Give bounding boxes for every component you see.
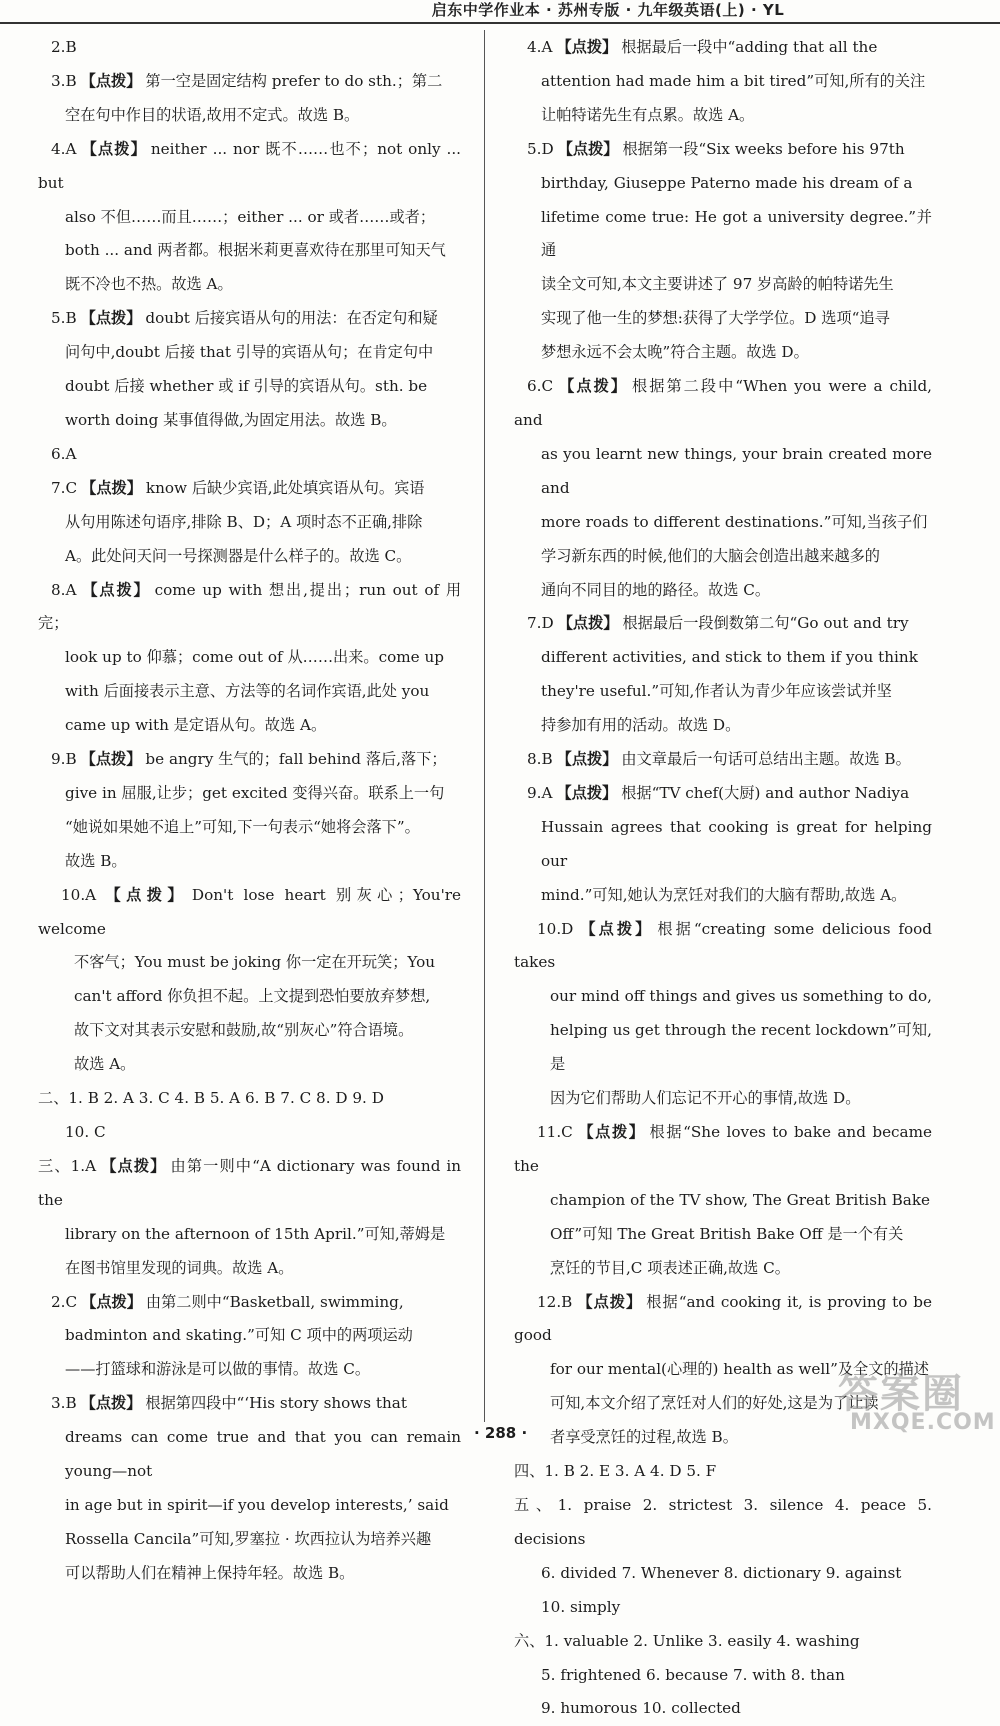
item-number: 1. <box>70 1156 86 1175</box>
hint-tag: 【点拨】 <box>556 750 618 769</box>
answer-item <box>514 913 932 1116</box>
item-answer: A <box>65 139 77 158</box>
item-answer: A <box>541 783 553 802</box>
item-answer: D <box>541 139 554 158</box>
item-number: 6. <box>51 444 66 463</box>
explanation-line: 问句中,doubt 后接 that 引导的宾语从句；在肯定句中 <box>65 343 434 362</box>
answer-number <box>514 1293 572 1311</box>
answer-item <box>38 1387 461 1590</box>
hint-tag: 【点拨】 <box>80 139 147 158</box>
answer-number <box>71 1157 96 1175</box>
section-answers: 5. frightened 6. because 7. with 8. than <box>541 1665 845 1684</box>
explanation-line: also 不但……而且……；either ... or 或者……或者； <box>65 207 436 226</box>
explanation-line: doubt 后接宾语从句的用法：在否定句和疑 <box>145 309 438 328</box>
item-answer: B <box>541 750 553 769</box>
answer-item <box>38 472 461 574</box>
hint-tag: 【点拨】 <box>80 580 151 599</box>
explanation-line: Off”可知 The Great British Bake Off 是一个有关 <box>550 1224 904 1243</box>
answer-item <box>514 743 932 777</box>
watermark-text: 答案圈 <box>838 1371 964 1417</box>
section-label: 六、 <box>514 1631 545 1650</box>
hint-tag: 【点拨】 <box>100 885 188 904</box>
explanation-line: 让帕特诺先生有点累。故选 A。 <box>541 105 755 124</box>
answer-number <box>514 614 554 632</box>
section-label: 四、 <box>514 1462 545 1481</box>
watermark-logo <box>838 1362 998 1448</box>
hint-tag: 【点拨】 <box>576 1292 643 1311</box>
explanation-line: 学习新东西的时候,他们的大脑会创造出越来越多的 <box>541 546 880 565</box>
answer-item <box>38 31 461 65</box>
explanation-line: 根据第一段“Six weeks before his 97th <box>622 139 905 158</box>
explanation-line: neither ... nor 既不……也不；not only ... but <box>38 139 461 192</box>
explanation-line: lifetime come true: He got a university degree.”并通 <box>541 207 932 260</box>
column-divider <box>484 30 485 1422</box>
explanation-line: 根据“creating some delicious food takes <box>514 919 933 972</box>
explanation-line: in age but in spirit—if you develop interests,’ said <box>65 1495 449 1514</box>
explanation-line: 不客气；You must be joking 你一定在开玩笑；You <box>74 953 436 972</box>
item-number: 12. <box>537 1292 562 1311</box>
explanation-line: birthday, Giuseppe Paterno made his dream of a <box>541 173 913 192</box>
hint-tag: 【点拨】 <box>556 783 618 802</box>
item-number: 3. <box>51 1394 66 1413</box>
answer-number <box>514 920 573 938</box>
section-answers: 10. simply <box>541 1597 621 1616</box>
explanation-line: 持参加有用的活动。故选 D。 <box>541 716 741 735</box>
section-answers: 1. praise 2. strictest 3. silence 4. peace 5. decisions <box>514 1495 932 1548</box>
section-label: 二、 <box>38 1089 69 1108</box>
item-answer: B <box>65 38 77 56</box>
explanation-line: helping us get through the recent lockdown”可知,是 <box>550 1021 932 1074</box>
hint-tag: 【点拨】 <box>80 309 142 328</box>
answer-number <box>38 1293 77 1311</box>
explanation-line: look up to 仰慕；come out of 从……出来。come up <box>65 648 444 667</box>
item-number: 8. <box>527 750 542 769</box>
explanation-line: 由第一则中“A dictionary was found in the <box>38 1156 462 1209</box>
answer-number <box>38 581 76 599</box>
answer-item <box>38 879 461 1082</box>
answer-item <box>38 438 461 472</box>
hint-tag: 【点拨】 <box>100 1156 167 1175</box>
item-answer: D <box>541 614 554 633</box>
hint-tag: 【点拨】 <box>80 1394 142 1413</box>
hint-tag: 【点拨】 <box>576 1123 646 1141</box>
explanation-line: worth doing 某事值得做,为固定用法。故选 B。 <box>65 410 397 429</box>
item-number: 9. <box>51 750 66 769</box>
answer-number <box>38 38 77 56</box>
section-section4 <box>514 1455 932 1489</box>
item-number: 2. <box>51 38 66 56</box>
explanation-line: came up with 是定语从句。故选 A。 <box>65 716 327 735</box>
section-answers: 1. valuable 2. Unlike 3. easily 4. washing <box>544 1631 860 1650</box>
item-answer: C <box>561 1123 573 1141</box>
answer-item <box>38 574 461 744</box>
answer-number <box>38 750 77 768</box>
answer-number <box>514 38 552 56</box>
answer-number <box>38 309 77 327</box>
explanation-line: badminton and skating.”可知 C 项中的两项运动 <box>65 1326 413 1345</box>
watermark-url: MXQE.COM <box>850 1410 996 1435</box>
explanation-line: be angry 生气的；fall behind 落后,落下； <box>145 750 447 769</box>
explanation-line: our mind off things and gives us something to do, <box>550 987 932 1006</box>
hint-tag: 【点拨】 <box>556 38 618 56</box>
explanation-line: can't afford 你负担不起。上文提到恐怕要放弃梦想, <box>74 987 431 1006</box>
explanation-line: 可以帮助人们在精神上保持年轻。故选 B。 <box>65 1563 355 1582</box>
section-answers: 6. divided 7. Whenever 8. dictionary 9. against <box>541 1563 902 1582</box>
explanation-line: 既不冷也不热。故选 A。 <box>65 275 233 294</box>
section-answers: 1. B 2. A 3. C 4. B 5. A 6. B 7. C 8. D 9. D <box>68 1089 384 1108</box>
hint-tag: 【点拨】 <box>80 71 142 90</box>
explanation-line: 由第二则中“Basketball, swimming, <box>145 1292 404 1311</box>
explanation-line: “她说如果她不追上”可知,下一句表示“她将会落下”。 <box>65 817 420 836</box>
explanation-line: they're useful.”可知,作者认为青少年应该尝试并坚 <box>541 682 892 701</box>
explanation-line: 梦想永远不会太晚”符合主题。故选 D。 <box>541 343 809 362</box>
explanation-line: 烹饪的节目,C 项表述正确,故选 C。 <box>550 1258 790 1277</box>
explanation-line: 因为它们帮助人们忘记不开心的事情,故选 D。 <box>550 1089 861 1108</box>
explanation-line: champion of the TV show, The Great British Bake <box>550 1190 931 1209</box>
explanation-line: Rossella Cancila”可知,罗塞拉 · 坎西拉认为培养兴趣 <box>65 1529 432 1548</box>
item-answer: B <box>65 309 77 328</box>
answer-number <box>514 750 553 768</box>
answer-number <box>38 140 76 158</box>
explanation-line: for our mental(心理的) health as well”及全文的描述 <box>550 1360 929 1379</box>
item-answer: D <box>561 919 574 938</box>
answer-item <box>514 607 932 743</box>
answer-number <box>38 72 77 90</box>
explanation-line: dreams can come true and that you can remain young—not <box>65 1428 461 1481</box>
hint-tag: 【点拨】 <box>557 139 619 158</box>
item-answer: C <box>541 377 554 396</box>
answer-number <box>514 784 552 802</box>
section-section6 <box>514 1625 932 1726</box>
explanation-line: as you learnt new things, your brain created more and <box>541 444 932 497</box>
explanation-line: 可知,本文介绍了烹饪对人们的好处,这是为了让读 <box>550 1394 879 1413</box>
answer-item <box>514 1116 932 1286</box>
item-answer: B <box>65 1394 77 1413</box>
answer-number <box>38 886 96 904</box>
section-answers: 1. B 2. E 3. A 4. D 5. F <box>544 1462 717 1481</box>
item-number: 6. <box>527 377 542 396</box>
hint-tag: 【点拨】 <box>577 919 654 938</box>
answer-item <box>514 370 932 607</box>
item-number: 5. <box>51 309 66 328</box>
explanation-line: 根据“TV chef(大厨) and author Nadiya <box>621 783 910 802</box>
explanation-line: 实现了他一生的梦想:获得了大学学位。D 选项“追寻 <box>541 309 890 328</box>
explanation-line: 从句用陈述句语序,排除 B、D；A 项时态不正确,排除 <box>65 512 423 531</box>
item-number: 8. <box>51 580 66 599</box>
answer-item <box>38 302 461 438</box>
answer-item <box>38 1286 461 1388</box>
explanation-line: 空在句中作目的状语,故用不定式。故选 B。 <box>65 105 360 124</box>
explanation-line: 第一空是固定结构 prefer to do sth.；第二 <box>145 71 443 90</box>
item-answer: B <box>65 750 77 769</box>
item-number: 11. <box>537 1123 562 1141</box>
answer-number <box>514 377 553 395</box>
item-number: 7. <box>51 478 66 497</box>
hint-tag: 【点拨】 <box>557 377 629 396</box>
item-number: 9. <box>527 783 542 802</box>
explanation-line: 根据第二段中“When you were a child, and <box>514 377 932 429</box>
explanation-line: Don't lose heart 别灰心；You're welcome <box>38 885 462 938</box>
item-number: 7. <box>527 614 542 633</box>
hint-tag: 【点拨】 <box>81 478 142 497</box>
answer-item <box>514 31 932 133</box>
page-number: · 288 · <box>474 1424 528 1442</box>
answer-item <box>38 743 461 879</box>
answer-item <box>514 133 932 370</box>
answer-number <box>514 140 554 158</box>
section-label: 三、 <box>38 1156 71 1175</box>
item-answer: A <box>85 1156 97 1175</box>
answer-number <box>38 445 76 463</box>
answer-number <box>38 1394 77 1412</box>
running-header <box>0 0 1000 24</box>
explanation-line: 根据最后一段中“adding that all the <box>621 38 878 56</box>
item-answer: A <box>65 580 77 599</box>
explanation-line: different activities, and stick to them if you think <box>541 648 918 667</box>
explanation-line: come up with 想出,提出；run out of 用完； <box>38 580 462 633</box>
item-answer: B <box>65 71 77 90</box>
hint-tag: 【点拨】 <box>81 1292 142 1311</box>
explanation-line: 故选 B。 <box>65 851 127 870</box>
explanation-line: 在图书馆里发现的词典。故选 A。 <box>65 1258 294 1277</box>
explanation-line: attention had made him a bit tired”可知,所有的关注 <box>541 71 926 90</box>
header-title: 启东中学作业本 · 苏州专版 · 九年级英语(上) · YL <box>431 1 785 19</box>
explanation-line: library on the afternoon of 15th April.”可知,蒂姆是 <box>65 1224 446 1243</box>
answer-number <box>38 479 77 497</box>
explanation-line: 故选 A。 <box>74 1055 136 1074</box>
answer-number <box>514 1123 573 1141</box>
explanation-line: more roads to different destinations.”可知,当孩子们 <box>541 512 928 531</box>
explanation-line: Hussain agrees that cooking is great for helping our <box>541 817 932 870</box>
explanation-line: know 后缺少宾语,此处填宾语从句。宾语 <box>145 478 425 497</box>
item-answer: B <box>561 1292 573 1311</box>
item-number: 4. <box>51 139 66 158</box>
explanation-line: 根据最后一段倒数第二句“Go out and try <box>622 614 909 633</box>
item-answer: A <box>65 444 77 463</box>
explanation-line: 者享受烹饪的过程,故选 B。 <box>550 1428 738 1447</box>
answer-item <box>38 1150 461 1286</box>
item-number: 3. <box>51 71 66 90</box>
explanation-line: 通向不同目的地的路径。故选 C。 <box>541 580 771 599</box>
section-label: 五、 <box>514 1495 558 1514</box>
explanation-line: 读全文可知,本文主要讲述了 97 岁高龄的帕特诺先生 <box>541 275 894 294</box>
explanation-line: 故下文对其表示安慰和鼓励,故“别灰心”符合语境。 <box>74 1021 414 1040</box>
right-column <box>514 31 932 1726</box>
explanation-line: ——打篮球和游泳是可以做的事情。故选 C。 <box>65 1360 371 1379</box>
item-answer: C <box>65 1292 78 1311</box>
explanation-line: 由文章最后一句话可总结出主题。故选 B。 <box>621 750 911 769</box>
explanation-line: doubt 后接 whether 或 if 引导的宾语从句。sth. be <box>65 377 428 396</box>
explanation-line: both ... and 两者都。根据米莉更喜欢待在那里可知天气 <box>65 241 446 260</box>
item-number: 4. <box>527 38 542 56</box>
item-number: 2. <box>51 1292 66 1311</box>
answer-item <box>38 65 461 133</box>
item-answer: A <box>541 38 553 56</box>
section-answers: 10. C <box>65 1123 106 1141</box>
explanation-line: with 后面接表示主意、方法等的名词作宾语,此处 you <box>65 682 430 701</box>
section-section3 <box>38 1150 461 1591</box>
item-answer: A <box>85 885 97 904</box>
item-number: 5. <box>527 139 542 158</box>
explanation-line: 根据第四段中“‘His story shows that <box>145 1394 407 1413</box>
answer-item <box>38 133 461 303</box>
explanation-line: 根据“and cooking it, is proving to be good <box>514 1292 933 1345</box>
answer-item <box>514 777 932 913</box>
section-answers: 9. humorous 10. collected <box>541 1699 741 1718</box>
explanation-line: mind.”可知,她认为烹饪对我们的大脑有帮助,故选 A。 <box>541 885 907 904</box>
explanation-line: give in 屈服,让步；get excited 变得兴奋。联系上一句 <box>65 783 445 802</box>
explanation-line: A。此处问天问一号探测器是什么样子的。故选 C。 <box>65 546 412 565</box>
section-section5 <box>514 1489 932 1625</box>
item-number: 10. <box>61 885 86 904</box>
item-answer: C <box>65 478 78 497</box>
hint-tag: 【点拨】 <box>557 614 619 633</box>
hint-tag: 【点拨】 <box>80 750 142 769</box>
left-column <box>38 31 461 1591</box>
explanation-line: 根据“She loves to bake and became the <box>514 1123 933 1175</box>
section-section2 <box>38 1082 461 1150</box>
item-number: 10. <box>537 919 562 938</box>
